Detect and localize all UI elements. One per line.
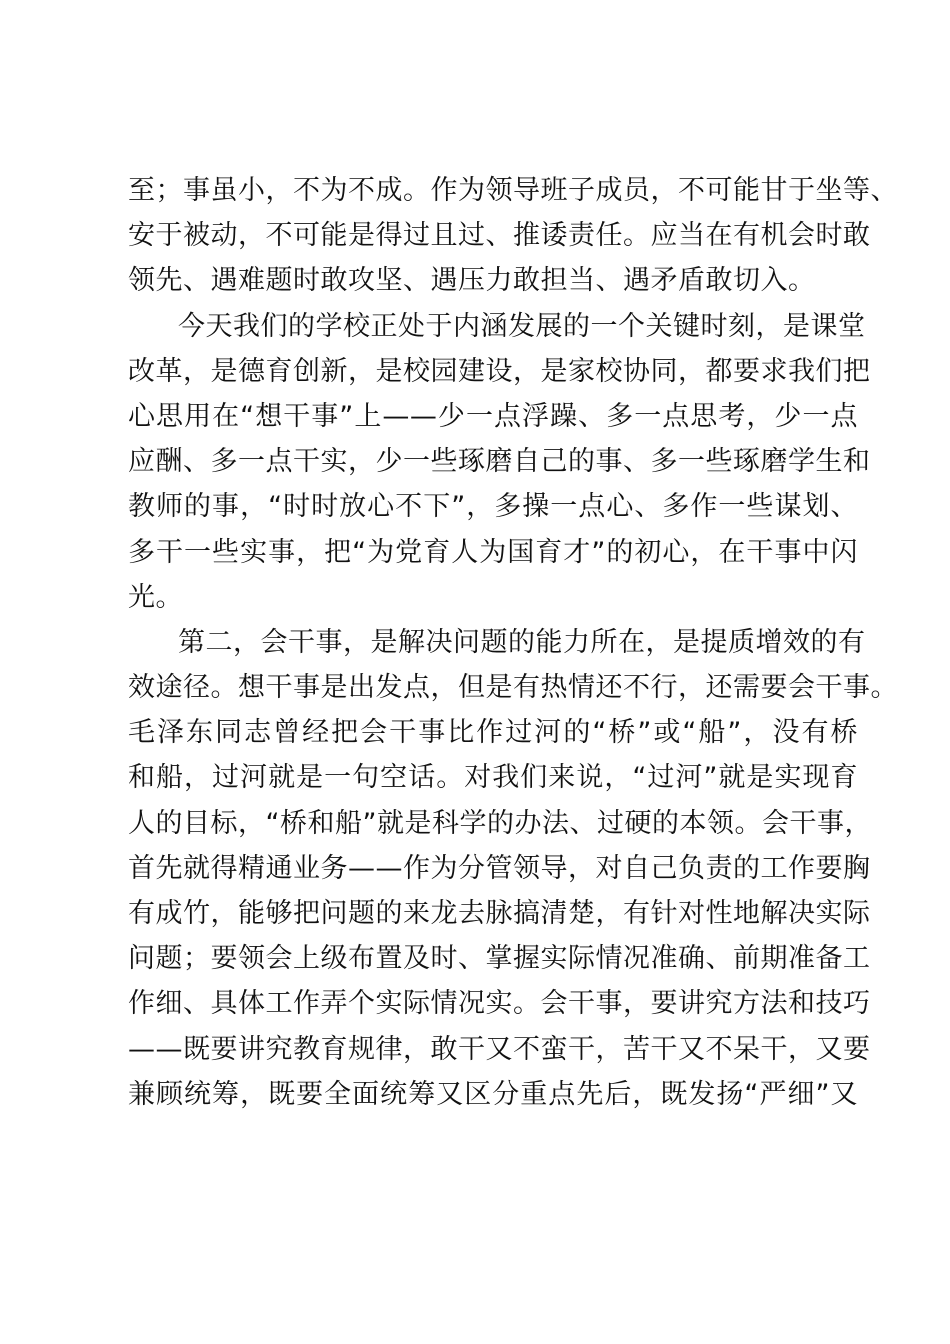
text-line: 应酬、多一点干实，少一些琢磨自己的事、多一些琢磨学生和 [128, 446, 871, 478]
text-line: 效途径。想干事是出发点，但是有热情还不行，还需要会干事。 [128, 672, 898, 704]
text-line: 首先就得精通业务——作为分管领导，对自己负责的工作要胸 [128, 852, 871, 884]
text-line: 教师的事，“时时放心不下”，多操一点心、多作一些谋划、 [128, 491, 858, 523]
text-line: ——既要讲究教育规律，敢干又不蛮干，苦干又不呆干，又要 [128, 1033, 871, 1065]
text-line: 心思用在“想干事”上——少一点浮躁、多一点思考，少一点 [128, 400, 858, 432]
text-line: 有成竹，能够把问题的来龙去脉搞清楚，有针对性地解决实际 [128, 898, 871, 929]
paragraph-first-line: 第二，会干事，是解决问题的能力所在，是提质增效的有 [178, 626, 866, 658]
text-line: 改革，是德育创新，是校园建设，是家校协同，都要求我们把 [128, 355, 871, 387]
text-line: 人的目标，“桥和船”就是科学的办法、过硬的本领。会干事， [128, 807, 872, 839]
text-line: 和船，过河就是一句空话。对我们来说，“过河”就是实现育 [128, 762, 858, 794]
text-line: 毛泽东同志曾经把会干事比作过河的“桥”或“船”，没有桥 [128, 717, 858, 749]
text-line: 光。 [128, 581, 183, 613]
body-text [128, 168, 898, 1117]
text-line: 领先、遇难题时敢攻坚、遇压力敢担当、遇矛盾敢切入。 [128, 265, 816, 297]
text-line: 多干一些实事，把“为党育人为国育才”的初心，在干事中闪 [128, 536, 858, 568]
text-line: 兼顾统筹，既要全面统筹又区分重点先后，既发扬“严细”又 [128, 1078, 858, 1110]
text-line: 至；事虽小，不为不成。作为领导班子成员，不可能甘于坐等、 [128, 175, 898, 206]
text-line: 作细、具体工作弄个实际情况实。会干事，要讲究方法和技巧 [128, 988, 871, 1020]
text-line: 问题；要领会上级布置及时、掌握实际情况准确、前期准备工 [128, 943, 871, 975]
text-line: 安于被动，不可能是得过且过、推诿责任。应当在有机会时敢 [128, 220, 871, 252]
paragraph-first-line: 今天我们的学校正处于内涵发展的一个关键时刻，是课堂 [178, 310, 866, 342]
